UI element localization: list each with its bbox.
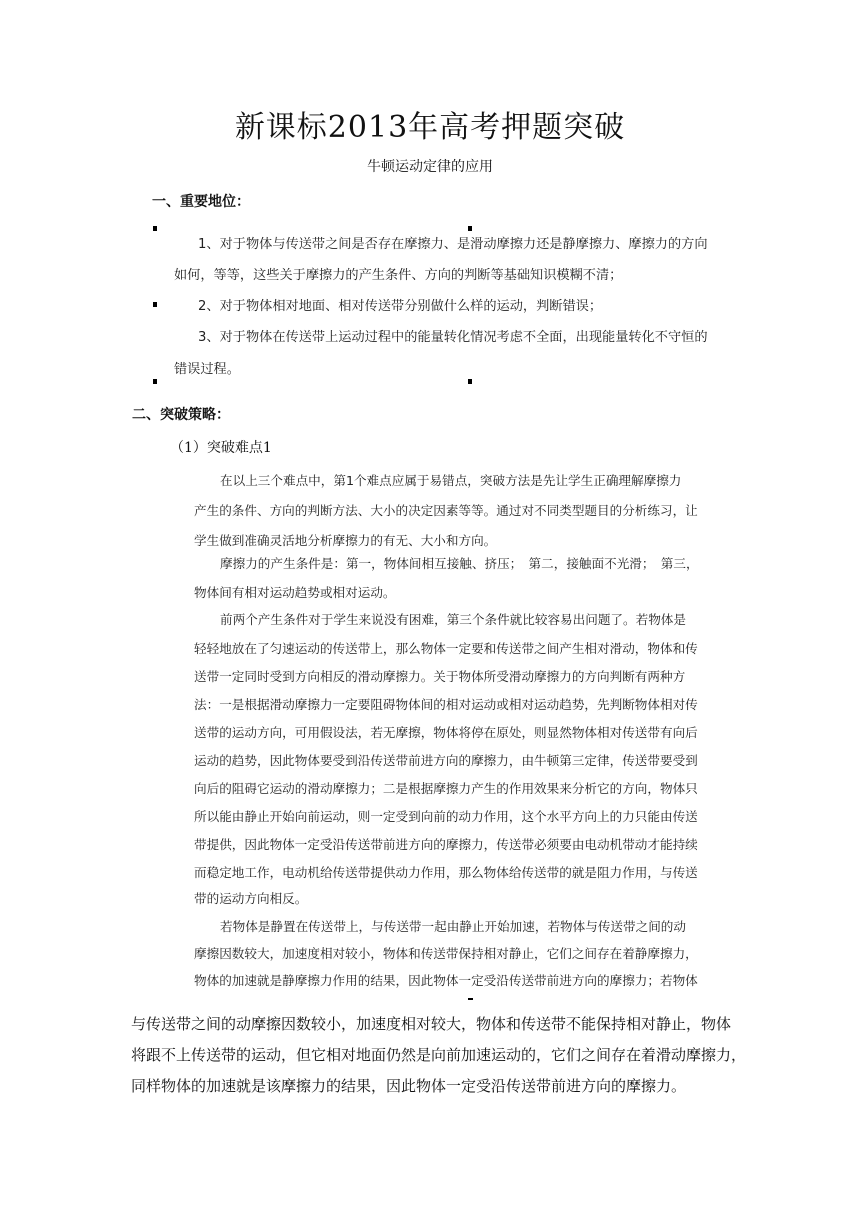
section2-line: 轻轻地放在了匀速运动的传送带上，那么物体一定要和传送带之间产生相对滑动，物体和传 <box>194 641 698 656</box>
section2-subheading: （1）突破难点1 <box>170 440 272 456</box>
continuation-line: 将跟不上传送带的运动，但它相对地面仍然是向前加速运动的，它们之间存在着滑动摩擦力， <box>131 1046 747 1064</box>
continuation-line: 同样物体的加速就是该摩擦力的结果，因此物体一定受沿传送带前进方向的摩擦力。 <box>131 1077 687 1095</box>
section2-line: 送带的运动方向，可用假设法，若无摩擦，物体将停在原处，则显然物体相对传送带有向后 <box>194 725 698 740</box>
section2-line: 运动的趋势，因此物体要受到沿传送带前进方向的摩擦力，由牛顿第三定律，传送带要受到 <box>194 753 698 768</box>
scan-marker <box>153 226 157 231</box>
section2-line: 物体的加速就是静摩擦力作用的结果，因此物体一定受沿传送带前进方向的摩擦力；若物体 <box>194 973 698 988</box>
section1-line: 3、对于物体在传送带上运动过程中的能量转化情况考虑不全面，出现能量转化不守恒的 <box>198 330 708 345</box>
page-title: 新课标2013年高考押题突破 <box>234 110 626 145</box>
scan-marker <box>468 998 473 1000</box>
section1-line: 2、对于物体相对地面、相对传送带分别做什么样的运动，判断错误； <box>198 299 603 314</box>
continuation-line: 与传送带之间的动摩擦因数较小，加速度相对较大，物体和传送带不能保持相对静止，物体 <box>131 1015 732 1033</box>
section2-line: 物体间有相对运动趋势或相对运动。 <box>194 585 396 600</box>
section2-line: 前两个产生条件对于学生来说没有困难，第三个条件就比较容易出问题了。若物体是 <box>220 612 686 627</box>
scan-marker <box>468 379 472 384</box>
section2-heading: 二、突破策略： <box>132 407 230 423</box>
section2-line: 学生做到准确灵活地分析摩擦力的有无、大小和方向。 <box>194 533 497 548</box>
scan-marker <box>153 379 157 384</box>
section1-line: 1、对于物体与传送带之间是否存在摩擦力、是滑动摩擦力还是静摩擦力、摩擦力的方向 <box>198 237 708 252</box>
section2-line: 摩擦因数较大，加速度相对较小，物体和传送带保持相对静止，它们之间存在着静摩擦力， <box>194 946 698 961</box>
section2-line: 产生的条件、方向的判断方法、大小的决定因素等等。通过对不同类型题目的分析练习，让 <box>194 503 698 518</box>
section2-line: 在以上三个难点中，第1个难点应属于易错点，突破方法是先让学生正确理解摩擦力 <box>220 473 682 488</box>
section2-line: 所以能由静止开始向前运动，则一定受到向前的动力作用，这个水平方向上的力只能由传送 <box>194 809 698 824</box>
section2-line: 若物体是静置在传送带上，与传送带一起由静止开始加速，若物体与传送带之间的动 <box>220 919 686 934</box>
section2-line: 向后的阻碍它运动的滑动摩擦力；二是根据摩擦力产生的作用效果来分析它的方向，物体只 <box>194 781 698 796</box>
section2-line: 而稳定地工作，电动机给传送带提供动力作用，那么物体给传送带的就是阻力作用，与传送 <box>194 865 698 880</box>
section2-line: 摩擦力的产生条件是：第一，物体间相互接触、挤压； 第二，接触面不光滑； 第三， <box>220 556 699 571</box>
section1-heading: 一、重要地位： <box>152 194 250 210</box>
section2-line: 法：一是根据滑动摩擦力一定要阻碍物体间的相对运动或相对运动趋势，先判断物体相对传 <box>194 697 698 712</box>
page-subtitle: 牛顿运动定律的应用 <box>367 159 493 175</box>
section2-line: 带的运动方向相反。 <box>194 891 308 906</box>
section1-line: 如何，等等，这些关于摩擦力的产生条件、方向的判断等基础知识模糊不清； <box>174 268 623 283</box>
section2-line: 送带一定同时受到方向相反的滑动摩擦力。关于物体所受滑动摩擦力的方向判断有两种方 <box>194 669 686 684</box>
section1-line: 错误过程。 <box>174 362 240 377</box>
section2-line: 带提供，因此物体一定受沿传送带前进方向的摩擦力，传送带必须要由电动机带动才能持续 <box>194 837 698 852</box>
scan-marker <box>153 302 157 307</box>
